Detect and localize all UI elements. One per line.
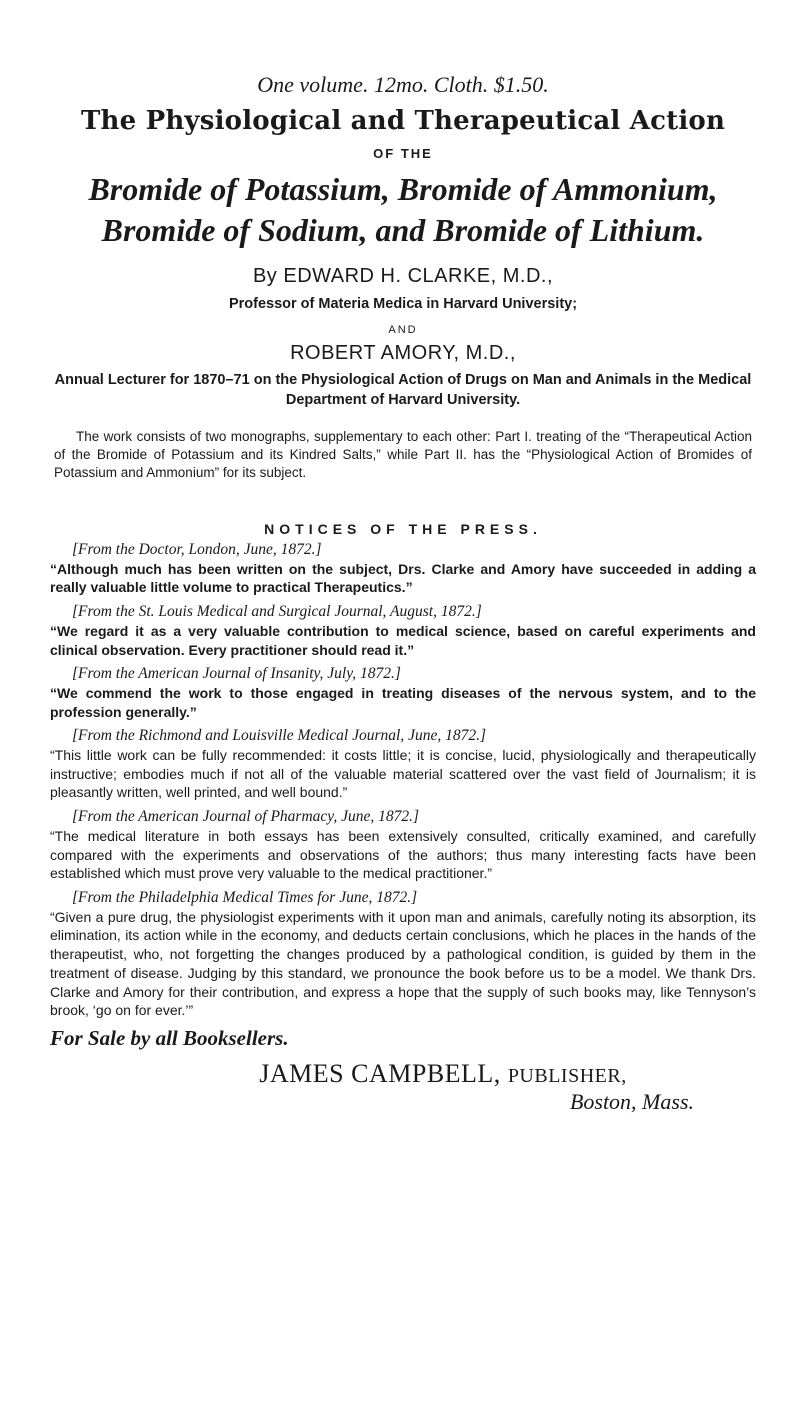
book-description: The work consists of two monographs, supplementary to each other: Part I. treating of the “Therapeutical Action of the Bromide of Potassium and its Kindred Salts,” while Part II. has the “Physiological Action of Bromides of Potassium and Ammonium” for its subject. xyxy=(54,429,752,480)
notice-quote: “We commend the work to those engaged in treating diseases of the nervous system, and to the profession generally.” xyxy=(50,684,756,720)
of-the-label: OF THE xyxy=(373,146,433,162)
notice-quote: “The medical literature in both essays has been extensively consulted, critically examined, and carefully compared with the experiments and observations of the authors; thus many interesting facts have been established which must prove very valuable to the medical practitioner.” xyxy=(50,827,756,882)
notice-source: [From the Doctor, London, June, 1872.] xyxy=(72,541,322,559)
book-subject: Bromide of Potassium, Bromide of Ammonium, Bromide of Sodium, and Bromide of Lithium. xyxy=(88,171,718,249)
edition-line: One volume. 12mo. Cloth. $1.50. xyxy=(257,72,549,97)
notice-source: [From the St. Louis Medical and Surgical Journal, August, 1872.] xyxy=(72,603,482,621)
press-notices-list xyxy=(50,541,756,1020)
press-notice xyxy=(50,889,756,1020)
notice-source: [From the Philadelphia Medical Times for June, 1872.] xyxy=(72,889,418,907)
and-label: AND xyxy=(388,324,418,337)
author-two-name: ROBERT AMORY, M.D., xyxy=(290,342,516,365)
notice-source: [From the Richmond and Louisville Medical Journal, June, 1872.] xyxy=(72,727,486,745)
notice-source: [From the American Journal of Pharmacy, June, 1872.] xyxy=(72,808,419,826)
notice-quote: “This little work can be fully recommended: it costs little; it is concise, lucid, physiologically and therapeutically instructive; embodies much if not all of the valuable material scattered over the vast field of Journalism; it is pleasantly written, well printed, and well bound.” xyxy=(50,746,756,801)
by-label: By xyxy=(252,265,278,288)
author-two-role: Annual Lecturer for 1870–71 on the Physiological Action of Drugs on Man and Animals in the Medical Department of Harvard University. xyxy=(54,372,752,408)
book-title: The Physiological and Therapeutical Action xyxy=(80,106,726,137)
author-one-name: EDWARD H. CLARKE, M.D., xyxy=(283,265,554,288)
publisher-tag: PUBLISHER, xyxy=(507,1065,627,1088)
author-one xyxy=(50,265,756,288)
press-notice xyxy=(50,808,756,883)
notice-source: [From the American Journal of Insanity, July, 1872.] xyxy=(72,665,401,683)
publisher-line xyxy=(50,1059,756,1089)
notice-quote: “Given a pure drug, the physiologist experiments with it upon man and animals, carefully noting its absorption, its elimination, its action while in the economy, and deducts certain conclusions, which he places in the hands of the therapeutist, who, not forgetting the changes produced by a pathological condition, is guided by them in the treatment of disease. Judging by this standard, we pronounce the book before us to be a model. We thank Drs. Clarke and Amory for their contribution, and express a hope that the supply of such books may, like Tennyson’s brook, ‘go on for ever.’” xyxy=(50,908,756,1019)
press-notice xyxy=(50,665,756,721)
press-notice xyxy=(50,541,756,597)
press-notice xyxy=(50,727,756,802)
author-one-role: Professor of Materia Medica in Harvard University; xyxy=(228,296,578,313)
sale-line: For Sale by all Booksellers. xyxy=(50,1026,289,1051)
notice-quote: “Although much has been written on the subject, Drs. Clarke and Amory have succeeded in adding a really valuable little volume to practical Therapeutics.” xyxy=(50,560,756,596)
publisher-place: Boston, Mass. xyxy=(569,1089,694,1115)
publisher-name: JAMES CAMPBELL, xyxy=(259,1059,501,1089)
press-notices-heading: NOTICES OF THE PRESS. xyxy=(264,521,542,538)
press-notice xyxy=(50,603,756,659)
notice-quote: “We regard it as a very valuable contribution to medical science, based on careful experiments and clinical observation. Every practitioner should read it.” xyxy=(50,622,756,658)
